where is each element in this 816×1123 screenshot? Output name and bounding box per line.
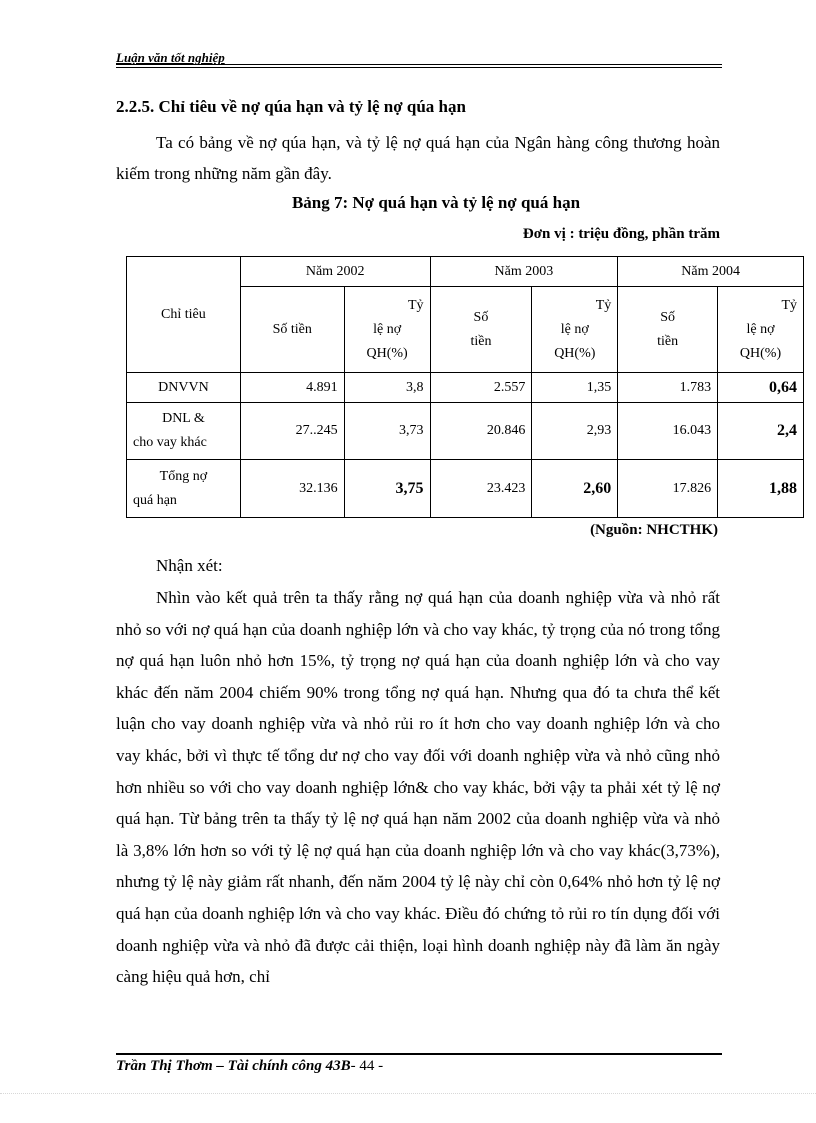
table-row: DNVVN 4.891 3,8 2.557 1,35 1.783 0,64 (127, 373, 804, 403)
year-header-2003: Năm 2003 (430, 257, 618, 287)
header-rule-top (116, 64, 722, 65)
page-bottom-edge (0, 1093, 816, 1094)
rate-subheader-2004: Tỷ lệ nợ QH(%) (718, 287, 804, 373)
footer-rule (116, 1053, 722, 1055)
section-heading: 2.2.5. Chỉ tiêu về nợ qúa hạn và tỷ lệ nợ qúa hạn (116, 97, 466, 116)
table-source: (Nguồn: NHCTHK) (590, 522, 718, 538)
table-caption: Bảng 7: Nợ quá hạn và tỷ lệ nợ quá hạn (291, 193, 581, 212)
footer-author: Trần Thị Thơm – Tài chính công 43B (116, 1058, 351, 1074)
comment-label: Nhận xét: (156, 556, 223, 575)
rate-subheader-2003: Tỷ lệ nợ QH(%) (532, 287, 618, 373)
amount-subheader-2004: Số tiền (618, 287, 718, 373)
page-number: - 44 - (350, 1058, 384, 1074)
footer (116, 1058, 383, 1075)
header-rule-bottom (116, 67, 722, 68)
year-header-2004: Năm 2004 (618, 257, 804, 287)
amount-subheader-2002: Số tiền (240, 287, 344, 373)
year-header-2002: Năm 2002 (240, 257, 430, 287)
table-unit-note: Đơn vị : triệu đồng, phần trăm (522, 226, 720, 242)
table-row: Tổng nợ quá hạn 32.136 3,75 23.423 2,60 17.826 1,88 (127, 460, 804, 518)
amount-subheader-2003: Số tiền (430, 287, 532, 373)
overdue-debt-table (126, 256, 804, 518)
comment-paragraph: Nhìn vào kết quả trên ta thấy rằng nợ quá hạn của doanh nghiệp vừa và nhỏ rất nhỏ so với nợ quá hạn của doanh nghiệp lớn và cho vay khác, tỷ trọng của nó trong tổng nợ quá hạn luôn nhỏ hơn 15%, tỷ trọng nợ quá hạn của doanh nghiệp lớn và cho vay khác đến năm 2004 chiếm 90% trong tổng nợ quá hạn. Nhưng qua đó ta chưa thể kết luận cho vay doanh nghiệp vừa và nhỏ rủi ro ít hơn cho vay doanh nghiệp lớn và cho vay khác, bởi vì thực tế tổng dư nợ cho vay đối với doanh nghiệp vừa và nhỏ cũng nhỏ hơn nhiều so với cho vay doanh nghiệp lớn& cho vay khác, bởi vậy ta phải xét tỷ lệ nợ quá hạn. Từ bảng trên ta thấy tỷ lệ nợ quá hạn năm 2002 của doanh nghiệp vừa và nhỏ là 3,8% lớn hơn so với tỷ lệ nợ quá hạn của doanh nghiệp lớn và cho vay khác(3,73%), nhưng tỷ lệ này giảm rất nhanh, đến năm 2004 tỷ lệ này chỉ còn 0,64% nhỏ hơn tỷ lệ nợ quá hạn của doanh nghiệp lớn và cho vay khác. Điều đó chứng tỏ rủi ro tín dụng đối với doanh nghiệp vừa và nhỏ đã được cải thiện, loại hình doanh nghiệp này đã làm ăn ngày càng hiệu quả hơn, chỉ (116, 588, 720, 987)
table-row: DNL & cho vay khác 27..245 3,73 20.846 2,93 16.043 2,4 (127, 403, 804, 460)
intro-paragraph: Ta có bảng về nợ qúa hạn, và tỷ lệ nợ quá hạn của Ngân hàng công thương hoàn kiếm trong những năm gần đây. (116, 133, 720, 183)
running-header: Luận văn tốt nghiệp (116, 50, 225, 65)
rate-subheader-2002: Tỷ lệ nợ QH(%) (344, 287, 430, 373)
indicator-header: Chỉ tiêu (127, 257, 241, 373)
